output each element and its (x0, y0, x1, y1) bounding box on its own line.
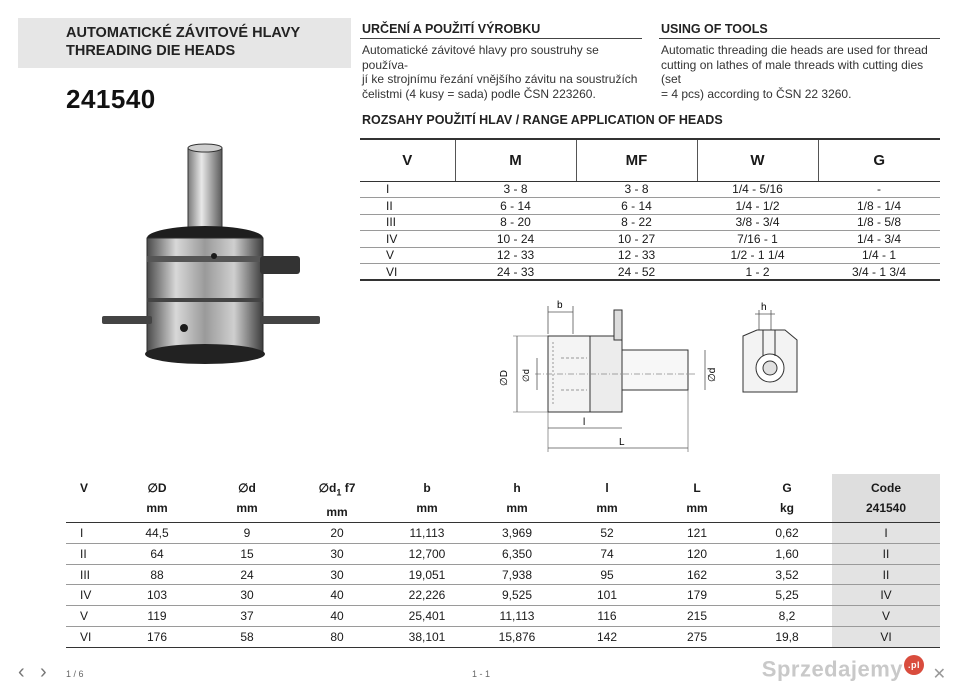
spec-row (66, 523, 940, 544)
label-L: L (619, 437, 625, 448)
page-label: 1 - 1 (472, 669, 491, 679)
range-cell: 3 - 8 (576, 181, 697, 198)
range-cell: III (360, 214, 455, 231)
range-row (360, 264, 940, 281)
range-cell: 1/2 - 1 1/4 (697, 247, 818, 264)
range-cell: 1/4 - 3/4 (818, 231, 940, 248)
divider (659, 38, 940, 39)
range-cell: 3 - 8 (455, 181, 576, 198)
spec-cell-code: VI (832, 626, 940, 647)
spec-cell: 22,226 (382, 585, 472, 606)
spec-cell: 40 (292, 585, 382, 606)
spec-cell: 38,101 (382, 626, 472, 647)
spec-col-v: V (66, 474, 112, 523)
range-cell: IV (360, 231, 455, 248)
spec-col-G: G kg (742, 474, 832, 523)
spec-cell: 20 (292, 523, 382, 544)
spec-cell: 162 (652, 564, 742, 585)
title-english: THREADING DIE HEADS (66, 43, 236, 59)
label-D: ∅D (499, 370, 510, 386)
range-cell: 7/16 - 1 (697, 231, 818, 248)
spec-cell: 1,60 (742, 544, 832, 565)
label-l: l (583, 417, 586, 428)
label-d1: ∅d (707, 367, 718, 382)
range-row (360, 198, 940, 215)
range-cell: 8 - 22 (576, 214, 697, 231)
spec-cell: 30 (202, 585, 292, 606)
spec-cell: 58 (202, 626, 292, 647)
spec-cell: V (66, 606, 112, 627)
range-cell: 1/8 - 1/4 (818, 198, 940, 215)
spec-cell-code: II (832, 544, 940, 565)
usage-heading-cz: URČENÍ A POUŽITÍ VÝROBKU (362, 22, 541, 36)
watermark-text: Sprzedajemy (761, 656, 903, 681)
spec-cell-code: II (832, 564, 940, 585)
spec-cell: 3,52 (742, 564, 832, 585)
prev-page-button[interactable]: ‹ (18, 661, 25, 683)
spec-row (66, 564, 940, 585)
spec-cell: 116 (562, 606, 652, 627)
range-row (360, 247, 940, 264)
label-b: b (557, 300, 563, 311)
usage-line-en: cutting on lathes of male threads with cutting dies (set (661, 57, 924, 86)
title-box (18, 18, 351, 68)
spec-col-d: ∅d mm (202, 474, 292, 523)
spec-cell: 25,401 (382, 606, 472, 627)
spec-cell: 15,876 (472, 626, 562, 647)
spec-cell: 15 (202, 544, 292, 565)
page-indicator: 1 / 6 (66, 669, 84, 679)
range-cell: 12 - 33 (576, 247, 697, 264)
range-cell: I (360, 181, 455, 198)
next-page-button[interactable]: › (40, 661, 47, 683)
technical-drawing-side (495, 298, 720, 458)
range-cell: 1/4 - 1/2 (697, 198, 818, 215)
range-row (360, 231, 940, 248)
watermark-logo (762, 655, 924, 682)
title-czech: AUTOMATICKÉ ZÁVITOVÉ HLAVY (66, 25, 301, 41)
spec-cell: I (66, 523, 112, 544)
range-cell: II (360, 198, 455, 215)
spec-cell: 120 (652, 544, 742, 565)
spec-col-D: ∅D mm (112, 474, 202, 523)
spec-cell: 12,700 (382, 544, 472, 565)
spec-cell: 30 (292, 564, 382, 585)
range-cell: 24 - 33 (455, 264, 576, 281)
range-cell: 12 - 33 (455, 247, 576, 264)
label-h: h (761, 302, 767, 313)
range-cell: 1/4 - 1 (818, 247, 940, 264)
spec-cell: 95 (562, 564, 652, 585)
range-cell: 10 - 24 (455, 231, 576, 248)
spec-header-row (66, 474, 940, 523)
spec-cell: 19,8 (742, 626, 832, 647)
range-cell: V (360, 247, 455, 264)
range-cell: 3/8 - 3/4 (697, 214, 818, 231)
spec-cell: 11,113 (382, 523, 472, 544)
spec-cell: III (66, 564, 112, 585)
spec-cell: 215 (652, 606, 742, 627)
range-header-row (360, 139, 940, 181)
usage-line-cz: čelistmi (4 kusy = sada) podle ČSN 223260. (362, 86, 596, 101)
spec-cell: 19,051 (382, 564, 472, 585)
spec-cell-code: I (832, 523, 940, 544)
watermark-badge: .pl (904, 655, 924, 675)
spec-cell: 176 (112, 626, 202, 647)
spec-cell: 74 (562, 544, 652, 565)
spec-cell: 8,2 (742, 606, 832, 627)
range-cell: 8 - 20 (455, 214, 576, 231)
spec-row (66, 544, 940, 565)
range-row (360, 181, 940, 198)
spec-cell: 9 (202, 523, 292, 544)
spec-col-d1: $\emptyset d_1$ f7 mm (292, 474, 382, 523)
spec-cell: 40 (292, 606, 382, 627)
spec-cell: 3,969 (472, 523, 562, 544)
spec-row (66, 626, 940, 647)
usage-line-cz: jí ke strojnímu řezání vnějšího závitu na soustružích (362, 72, 638, 86)
spec-cell: 179 (652, 585, 742, 606)
spec-body (66, 523, 940, 647)
spec-cell: II (66, 544, 112, 565)
range-col-w: W (697, 139, 818, 181)
close-icon[interactable]: ✕ (932, 666, 946, 683)
usage-line-en: = 4 pcs) according to ČSN 22 3260. (661, 86, 852, 101)
specification-table (66, 474, 940, 648)
range-col-mf: MF (576, 139, 697, 181)
spec-cell: 119 (112, 606, 202, 627)
range-col-m: M (455, 139, 576, 181)
spec-cell: 9,525 (472, 585, 562, 606)
range-row (360, 214, 940, 231)
technical-drawing-end (735, 300, 805, 400)
range-cell: 24 - 52 (576, 264, 697, 281)
spec-cell: 101 (562, 585, 652, 606)
range-heading: ROZSAHY POUŽITÍ HLAV / RANGE APPLICATION OF HEADS (362, 113, 723, 127)
spec-cell: 44,5 (112, 523, 202, 544)
range-cell: 10 - 27 (576, 231, 697, 248)
spec-cell: 11,113 (472, 606, 562, 627)
spec-cell: 142 (562, 626, 652, 647)
die-head-photo (100, 138, 340, 373)
spec-cell-code: V (832, 606, 940, 627)
divider (360, 38, 642, 39)
range-cell: 6 - 14 (455, 198, 576, 215)
usage-line-en: Automatic threading die heads are used for thread (661, 43, 928, 57)
spec-cell: 30 (292, 544, 382, 565)
range-col-v: V (360, 139, 455, 181)
spec-cell: 5,25 (742, 585, 832, 606)
range-cell: VI (360, 264, 455, 281)
label-d: ∅d (521, 369, 531, 382)
usage-heading-en: USING OF TOOLS (661, 22, 768, 36)
spec-col-h: h mm (472, 474, 562, 523)
spec-cell: 52 (562, 523, 652, 544)
spec-cell: 24 (202, 564, 292, 585)
usage-line-cz: Automatické závitové hlavy pro soustruhy se používa- (362, 43, 599, 72)
spec-cell: 64 (112, 544, 202, 565)
range-col-g: G (818, 139, 940, 181)
spec-cell: 6,350 (472, 544, 562, 565)
spec-col-b: b mm (382, 474, 472, 523)
range-cell: 6 - 14 (576, 198, 697, 215)
spec-cell: VI (66, 626, 112, 647)
spec-col-code: Code 241540 (832, 474, 940, 523)
range-cell: 1/8 - 5/8 (818, 214, 940, 231)
range-table (360, 138, 940, 281)
usage-text-cz (362, 43, 644, 101)
spec-cell: 7,938 (472, 564, 562, 585)
spec-cell-code: IV (832, 585, 940, 606)
spec-cell: 0,62 (742, 523, 832, 544)
range-cell: - (818, 181, 940, 198)
product-code: 241540 (66, 84, 156, 114)
spec-cell: 80 (292, 626, 382, 647)
spec-cell: 275 (652, 626, 742, 647)
usage-text-en (661, 43, 941, 101)
spec-cell: 88 (112, 564, 202, 585)
spec-cell: 103 (112, 585, 202, 606)
range-cell: 1 - 2 (697, 264, 818, 281)
spec-cell: 37 (202, 606, 292, 627)
spec-row (66, 606, 940, 627)
spec-cell: 121 (652, 523, 742, 544)
spec-col-l: l mm (562, 474, 652, 523)
range-cell: 1/4 - 5/16 (697, 181, 818, 198)
spec-row (66, 585, 940, 606)
spec-col-L: L mm (652, 474, 742, 523)
range-cell: 3/4 - 1 3/4 (818, 264, 940, 281)
spec-cell: IV (66, 585, 112, 606)
